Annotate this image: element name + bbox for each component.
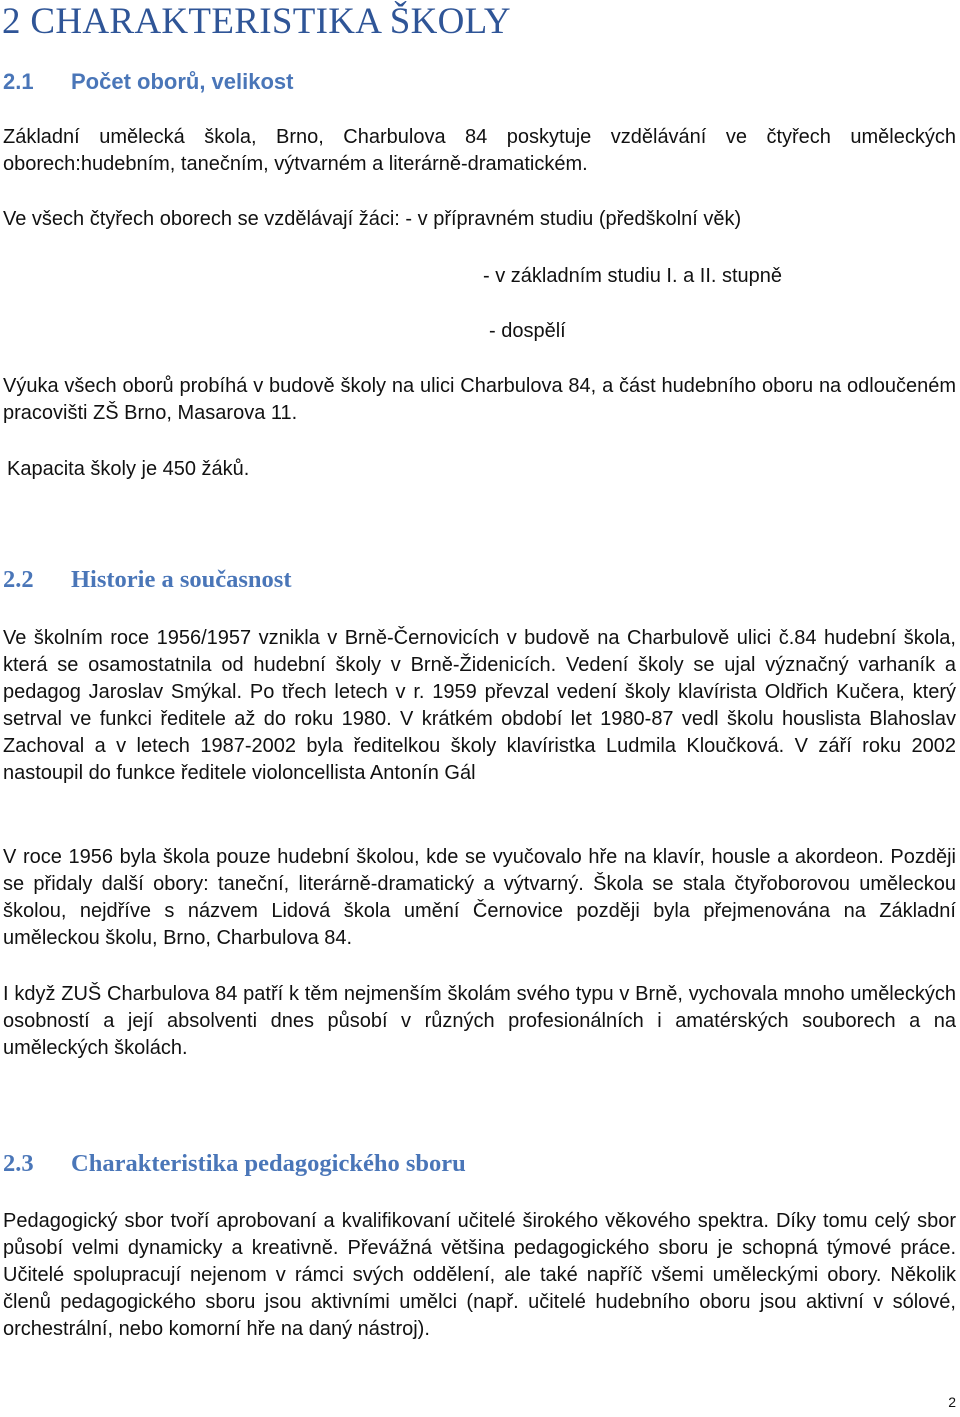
history-paragraph: V roce 1956 byla škola pouze hudební školou, kde se vyučovalo hře na klavír, housle a akordeon. Později se přidaly další obory: taneční, literárně-dramatický a výtvarný. Škola se stala čtyřoborovou uměleckou školou, nejdříve s názvem Lidová škola umění Černovice později byla přejmenována na Základní uměleckou školu, Brno, Charbulova 84. <box>3 846 956 949</box>
intro-paragraph: Základní umělecká škola, Brno, Charbulova 84 poskytuje vzdělávání ve čtyřech uměleckých oborech:hudebním, tanečním, výtvarném a literárně-dramatickém. <box>3 126 956 175</box>
location-paragraph: Výuka všech oborů probíhá v budově školy na ulici Charbulova 84, a část hudebního oboru na odloučeném pracovišti ZŠ Brno, Masarova 11. <box>3 375 956 424</box>
section-heading-2-1 <box>3 69 294 95</box>
capacity-text: Kapacita školy je 450 žáků. <box>7 458 250 480</box>
chapter-title: CHARAKTERISTIKA ŠKOLY <box>30 1 511 42</box>
chapter-heading <box>2 0 511 43</box>
history-paragraph: I když ZUŠ Charbulova 84 patří k těm nejmenším školám svého typu v Brně, vychovala mnoho uměleckých osobností a její absolventi dnes působí v různých profesionálních i amatérských souborech a na uměleckých školách. <box>3 983 956 1059</box>
students-intro: Ve všech čtyřech oborech se vzdělávají žáci: - v přípravném studiu (předškolní věk) <box>3 208 742 230</box>
section-title: Počet oborů, velikost <box>71 69 294 94</box>
section-number: 2.1 <box>3 69 34 94</box>
page-number: 2 <box>948 1394 956 1410</box>
chapter-number: 2 <box>2 1 21 42</box>
section-heading-2-3 <box>3 1150 466 1178</box>
students-list-item: - v základním studiu I. a II. stupně <box>483 265 783 287</box>
section-number: 2.3 <box>3 1150 34 1177</box>
section-heading-2-2 <box>3 566 292 594</box>
students-list-item: - dospělí <box>489 320 566 342</box>
history-paragraph: Ve školním roce 1956/1957 vznikla v Brně-Černovicích v budově na Charbulově ulici č.84 hudební škola, která se osamostatnila od hudební školy v Brně-Židenicích. Vedení školy se ujal význačný varhaník a pedagog Jaroslav Smýkal. Po třech letech v r. 1959 převzal vedení školy klavírista Oldřich Kučera, který setrval ve funkci ředitele až do roku 1980. V krátkém období let 1980-87 vedl školu houslista Blahoslav Zachoval a v letech 1987-2002 byla ředitelkou školy klavíristka Ludmila Kloučková. V září roku 2002 nastoupil do funkce ředitele violoncellista Antonín Gál <box>3 627 956 784</box>
section-title: Charakteristika pedagogického sboru <box>71 1150 466 1177</box>
section-title: Historie a současnost <box>71 566 292 593</box>
section-number: 2.2 <box>3 566 34 593</box>
staff-paragraph: Pedagogický sbor tvoří aprobovaní a kvalifikovaní učitelé širokého věkového spektra. Díky tomu celý sbor působí velmi dynamicky a kreativně. Převážná většina pedagogického sboru je schopná týmové práce. Učitelé spolupracují nejenom v rámci svých oddělení, ale také napříč všemi uměleckými obory. Několik členů pedagogického sboru jsou aktivními umělci (např. učitelé hudebního oboru jsou aktivní v sólové, orchestrální, nebo komorní hře na daný nástroj). <box>3 1210 956 1340</box>
